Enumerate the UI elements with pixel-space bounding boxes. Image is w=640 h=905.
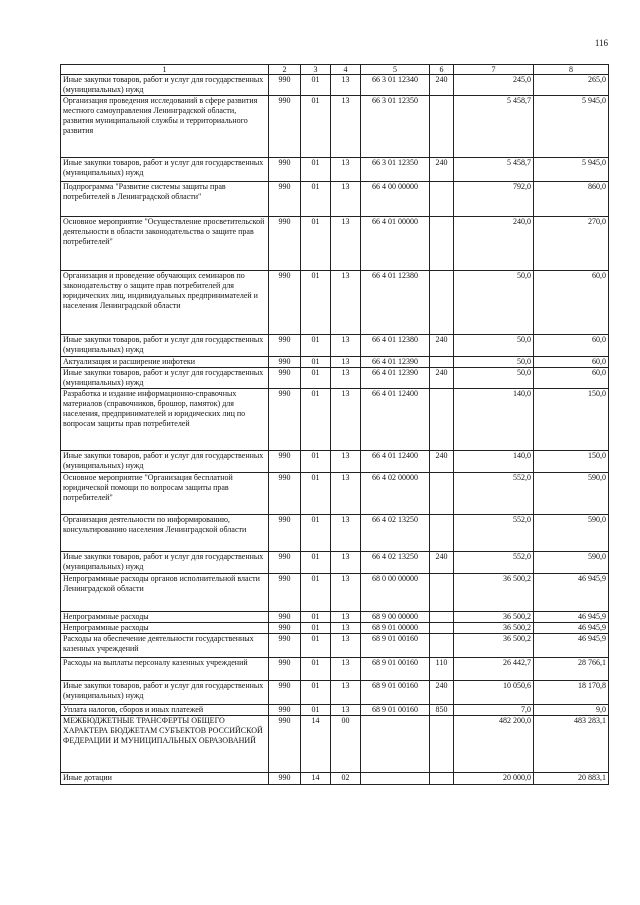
code-admin: 990	[269, 75, 301, 96]
amount-year-1: 7,0	[454, 705, 534, 716]
code-section: 01	[301, 574, 331, 612]
code-admin: 990	[269, 217, 301, 271]
code-expense-type: 240	[430, 158, 454, 182]
code-target: 66 4 01 12400	[361, 389, 430, 451]
code-subsection: 13	[331, 158, 361, 182]
col-header: 5	[361, 65, 430, 75]
code-expense-type: 240	[430, 552, 454, 574]
code-expense-type	[430, 389, 454, 451]
code-subsection: 13	[331, 705, 361, 716]
code-target: 66 4 02 13250	[361, 515, 430, 552]
amount-year-1: 552,0	[454, 552, 534, 574]
code-section: 01	[301, 271, 331, 335]
code-expense-type: 850	[430, 705, 454, 716]
code-expense-type	[430, 623, 454, 634]
code-target	[361, 716, 430, 773]
table-row	[61, 96, 609, 158]
col-header: 3	[301, 65, 331, 75]
code-expense-type: 240	[430, 368, 454, 389]
row-name: Иные закупки товаров, работ и услуг для государственных (муниципальных) нужд	[61, 552, 269, 574]
code-subsection: 13	[331, 681, 361, 705]
table-row	[61, 634, 609, 658]
amount-year-1: 245,0	[454, 75, 534, 96]
code-subsection: 13	[331, 335, 361, 357]
code-admin: 990	[269, 658, 301, 681]
amount-year-2: 5 945,0	[534, 96, 609, 158]
code-section: 01	[301, 451, 331, 473]
code-section: 01	[301, 612, 331, 623]
code-section: 01	[301, 217, 331, 271]
amount-year-2: 18 170,8	[534, 681, 609, 705]
amount-year-2: 590,0	[534, 473, 609, 515]
table-row	[61, 473, 609, 515]
code-subsection: 13	[331, 451, 361, 473]
code-section: 01	[301, 473, 331, 515]
row-name: Иные закупки товаров, работ и услуг для государственных (муниципальных) нужд	[61, 681, 269, 705]
code-section: 01	[301, 368, 331, 389]
code-subsection: 13	[331, 271, 361, 335]
code-subsection: 13	[331, 217, 361, 271]
code-admin: 990	[269, 357, 301, 368]
amount-year-1: 50,0	[454, 368, 534, 389]
code-expense-type: 240	[430, 451, 454, 473]
row-name: Иные закупки товаров, работ и услуг для государственных (муниципальных) нужд	[61, 158, 269, 182]
table-row	[61, 182, 609, 217]
table-row	[61, 773, 609, 785]
code-expense-type: 240	[430, 335, 454, 357]
amount-year-1: 10 050,6	[454, 681, 534, 705]
code-section: 01	[301, 96, 331, 158]
code-admin: 990	[269, 389, 301, 451]
code-admin: 990	[269, 681, 301, 705]
code-subsection: 13	[331, 612, 361, 623]
code-target: 66 4 01 12380	[361, 271, 430, 335]
code-subsection: 13	[331, 552, 361, 574]
amount-year-2: 60,0	[534, 357, 609, 368]
code-admin: 990	[269, 623, 301, 634]
code-target: 66 4 01 12380	[361, 335, 430, 357]
code-section: 01	[301, 658, 331, 681]
code-subsection: 13	[331, 389, 361, 451]
code-admin: 990	[269, 515, 301, 552]
col-header: 6	[430, 65, 454, 75]
code-admin: 990	[269, 473, 301, 515]
table-row	[61, 574, 609, 612]
row-name: Организация деятельности по информированию, консультированию населения Ленинградской области	[61, 515, 269, 552]
code-admin: 990	[269, 705, 301, 716]
code-target: 68 9 01 00160	[361, 705, 430, 716]
amount-year-1: 482 200,0	[454, 716, 534, 773]
amount-year-1: 792,0	[454, 182, 534, 217]
amount-year-2: 9,0	[534, 705, 609, 716]
code-subsection: 13	[331, 182, 361, 217]
code-section: 01	[301, 182, 331, 217]
code-admin: 990	[269, 451, 301, 473]
code-section: 01	[301, 335, 331, 357]
code-target: 66 4 02 13250	[361, 552, 430, 574]
column-number-row	[61, 65, 609, 75]
code-target: 68 9 01 00160	[361, 634, 430, 658]
row-name: Непрограммные расходы	[61, 612, 269, 623]
code-admin: 990	[269, 182, 301, 217]
code-target: 66 3 01 12350	[361, 96, 430, 158]
code-section: 14	[301, 773, 331, 785]
amount-year-2: 28 766,1	[534, 658, 609, 681]
table-row	[61, 368, 609, 389]
row-name: Иные закупки товаров, работ и услуг для государственных (муниципальных) нужд	[61, 75, 269, 96]
code-admin: 990	[269, 158, 301, 182]
amount-year-1: 50,0	[454, 271, 534, 335]
code-target: 66 4 02 00000	[361, 473, 430, 515]
row-name: Расходы на выплаты персоналу казенных учреждений	[61, 658, 269, 681]
code-expense-type	[430, 182, 454, 217]
code-expense-type	[430, 96, 454, 158]
row-name: Иные закупки товаров, работ и услуг для государственных (муниципальных) нужд	[61, 335, 269, 357]
code-target: 66 4 00 00000	[361, 182, 430, 217]
code-target: 66 4 01 12400	[361, 451, 430, 473]
code-subsection: 13	[331, 473, 361, 515]
code-admin: 990	[269, 335, 301, 357]
code-target: 66 4 01 12390	[361, 357, 430, 368]
code-subsection: 02	[331, 773, 361, 785]
amount-year-1: 5 458,7	[454, 96, 534, 158]
code-section: 01	[301, 357, 331, 368]
code-section: 01	[301, 75, 331, 96]
table-row	[61, 357, 609, 368]
amount-year-2: 860,0	[534, 182, 609, 217]
amount-year-1: 552,0	[454, 515, 534, 552]
row-name: Непрограммные расходы	[61, 623, 269, 634]
table-row	[61, 658, 609, 681]
amount-year-1: 36 500,2	[454, 634, 534, 658]
amount-year-1: 36 500,2	[454, 612, 534, 623]
code-section: 01	[301, 552, 331, 574]
code-section: 01	[301, 705, 331, 716]
code-admin: 990	[269, 612, 301, 623]
code-target: 66 3 01 12340	[361, 75, 430, 96]
code-section: 01	[301, 158, 331, 182]
row-name: Иные закупки товаров, работ и услуг для государственных (муниципальных) нужд	[61, 368, 269, 389]
row-name: Расходы на обеспечение деятельности государственных казенных учреждений	[61, 634, 269, 658]
code-expense-type	[430, 574, 454, 612]
amount-year-2: 20 883,1	[534, 773, 609, 785]
code-admin: 990	[269, 552, 301, 574]
table-row	[61, 515, 609, 552]
code-section: 01	[301, 389, 331, 451]
amount-year-1: 26 442,7	[454, 658, 534, 681]
budget-table	[60, 64, 609, 785]
code-subsection: 13	[331, 357, 361, 368]
code-expense-type: 240	[430, 681, 454, 705]
code-subsection: 13	[331, 75, 361, 96]
code-section: 14	[301, 716, 331, 773]
table-row	[61, 716, 609, 773]
code-expense-type	[430, 271, 454, 335]
code-subsection: 13	[331, 634, 361, 658]
amount-year-1: 140,0	[454, 389, 534, 451]
amount-year-2: 150,0	[534, 451, 609, 473]
row-name: Основное мероприятие "Осуществление просветительской деятельности в области законодательства о защите прав потребителей"	[61, 217, 269, 271]
code-expense-type	[430, 515, 454, 552]
code-expense-type	[430, 217, 454, 271]
amount-year-2: 46 945,9	[534, 634, 609, 658]
code-subsection: 13	[331, 658, 361, 681]
amount-year-2: 46 945,9	[534, 612, 609, 623]
code-expense-type	[430, 612, 454, 623]
amount-year-1: 36 500,2	[454, 574, 534, 612]
amount-year-1: 50,0	[454, 335, 534, 357]
col-header: 8	[534, 65, 609, 75]
amount-year-2: 150,0	[534, 389, 609, 451]
code-admin: 990	[269, 574, 301, 612]
code-section: 01	[301, 634, 331, 658]
code-subsection: 13	[331, 96, 361, 158]
code-target: 68 9 01 00160	[361, 681, 430, 705]
amount-year-2: 46 945,9	[534, 574, 609, 612]
code-expense-type	[430, 716, 454, 773]
amount-year-2: 590,0	[534, 515, 609, 552]
amount-year-2: 265,0	[534, 75, 609, 96]
amount-year-2: 590,0	[534, 552, 609, 574]
table-row	[61, 623, 609, 634]
amount-year-2: 5 945,0	[534, 158, 609, 182]
row-name: Уплата налогов, сборов и иных платежей	[61, 705, 269, 716]
amount-year-1: 20 000,0	[454, 773, 534, 785]
code-subsection: 13	[331, 368, 361, 389]
code-target: 68 0 00 00000	[361, 574, 430, 612]
row-name: Иные закупки товаров, работ и услуг для государственных (муниципальных) нужд	[61, 451, 269, 473]
code-expense-type	[430, 357, 454, 368]
code-target: 68 9 01 00000	[361, 623, 430, 634]
code-section: 01	[301, 515, 331, 552]
table-row	[61, 271, 609, 335]
code-admin: 990	[269, 96, 301, 158]
amount-year-2: 60,0	[534, 368, 609, 389]
code-admin: 990	[269, 368, 301, 389]
amount-year-1: 552,0	[454, 473, 534, 515]
col-header: 1	[61, 65, 269, 75]
code-target: 66 4 01 00000	[361, 217, 430, 271]
row-name: Основное мероприятие "Организация бесплатной юридической помощи по вопросам защиты прав потребителей"	[61, 473, 269, 515]
code-subsection: 13	[331, 574, 361, 612]
amount-year-2: 483 283,1	[534, 716, 609, 773]
amount-year-1: 5 458,7	[454, 158, 534, 182]
table-row	[61, 75, 609, 96]
code-admin: 990	[269, 271, 301, 335]
row-name: Подпрограмма "Развитие системы защиты прав потребителей в Ленинградской области"	[61, 182, 269, 217]
amount-year-2: 60,0	[534, 335, 609, 357]
page-number: 116	[594, 38, 608, 48]
code-admin: 990	[269, 716, 301, 773]
table-row	[61, 335, 609, 357]
code-target: 66 3 01 12350	[361, 158, 430, 182]
code-subsection: 13	[331, 623, 361, 634]
amount-year-1: 50,0	[454, 357, 534, 368]
amount-year-1: 36 500,2	[454, 623, 534, 634]
row-name: Разработка и издание информационно-справочных материалов (справочников, брошюр, памяток) для населения, предпринимателей и юридических лиц по вопросам защиты прав потребителей	[61, 389, 269, 451]
table-row	[61, 681, 609, 705]
code-section: 01	[301, 681, 331, 705]
row-name: МЕЖБЮДЖЕТНЫЕ ТРАНСФЕРТЫ ОБЩЕГО ХАРАКТЕРА БЮДЖЕТАМ СУБЪЕКТОВ РОССИЙСКОЙ ФЕДЕРАЦИИ И МУНИЦИПАЛЬНЫХ ОБРАЗОВАНИЙ	[61, 716, 269, 773]
code-expense-type	[430, 634, 454, 658]
table-row	[61, 552, 609, 574]
amount-year-2: 46 945,9	[534, 623, 609, 634]
amount-year-1: 140,0	[454, 451, 534, 473]
code-subsection: 00	[331, 716, 361, 773]
table-row	[61, 217, 609, 271]
table-row	[61, 612, 609, 623]
code-target	[361, 773, 430, 785]
row-name: Актуализация и расширение инфотеки	[61, 357, 269, 368]
code-admin: 990	[269, 773, 301, 785]
amount-year-1: 240,0	[454, 217, 534, 271]
amount-year-2: 60,0	[534, 271, 609, 335]
col-header: 4	[331, 65, 361, 75]
table-row	[61, 389, 609, 451]
col-header: 7	[454, 65, 534, 75]
code-section: 01	[301, 623, 331, 634]
code-expense-type	[430, 773, 454, 785]
code-target: 68 9 01 00160	[361, 658, 430, 681]
table-row	[61, 705, 609, 716]
row-name: Непрограммные расходы органов исполнительной власти Ленинградской области	[61, 574, 269, 612]
code-expense-type	[430, 473, 454, 515]
code-target: 68 9 00 00000	[361, 612, 430, 623]
code-target: 66 4 01 12390	[361, 368, 430, 389]
row-name: Иные дотации	[61, 773, 269, 785]
code-expense-type: 240	[430, 75, 454, 96]
col-header: 2	[269, 65, 301, 75]
code-subsection: 13	[331, 515, 361, 552]
table-row	[61, 451, 609, 473]
code-expense-type: 110	[430, 658, 454, 681]
code-admin: 990	[269, 634, 301, 658]
row-name: Организация и проведение обучающих семинаров по законодательству о защите прав потребителей для юридических лиц, индивидуальных предпринимателей и населения Ленинградской области	[61, 271, 269, 335]
row-name: Организация проведения исследований в сфере развития местного самоуправления Ленинградской области, развития муниципальной службы и территориального развития	[61, 96, 269, 158]
amount-year-2: 270,0	[534, 217, 609, 271]
table-row	[61, 158, 609, 182]
